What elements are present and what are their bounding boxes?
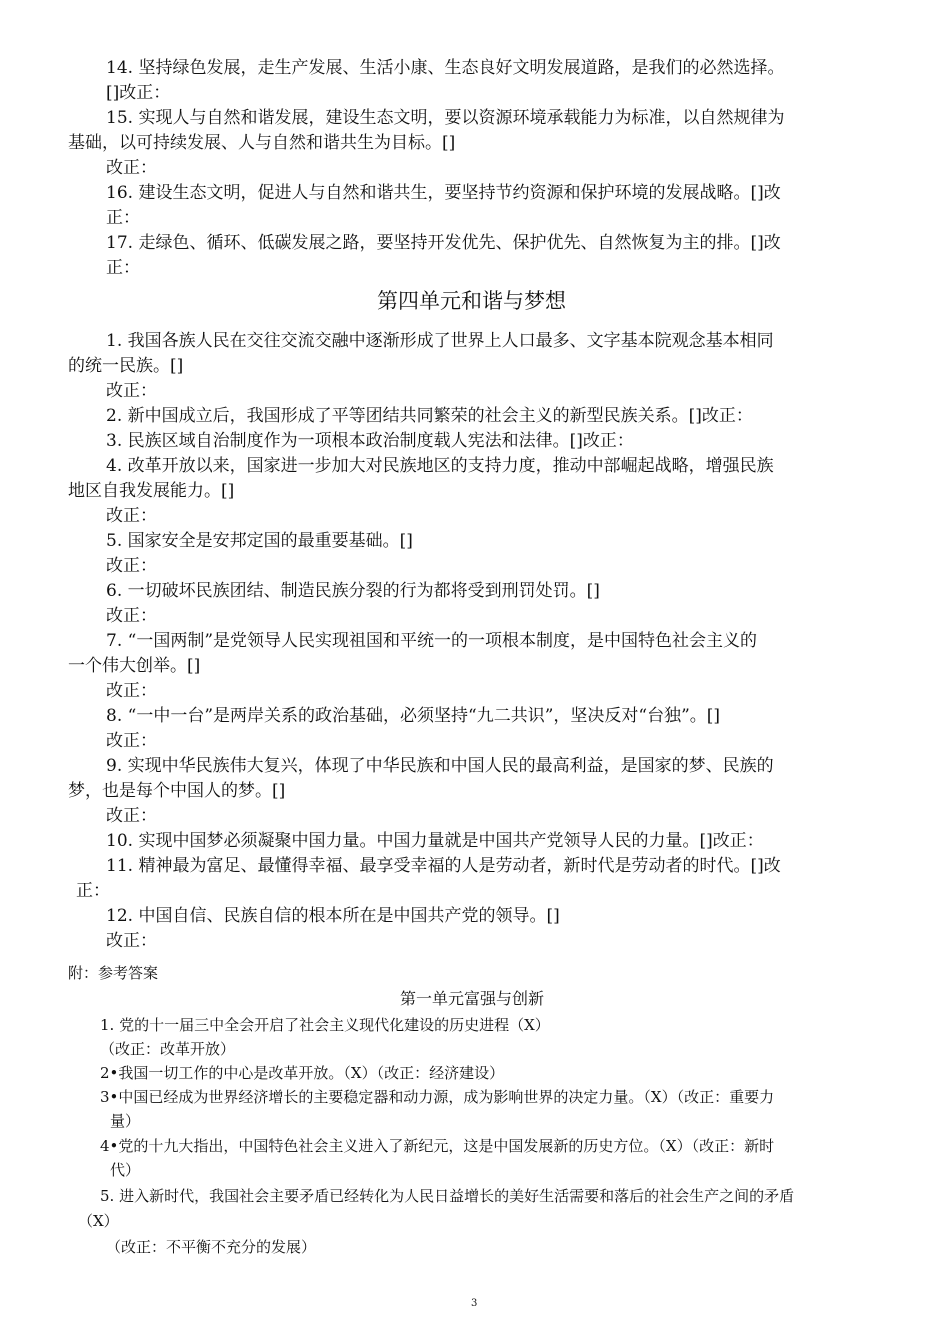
answer-4-line-2: 代） <box>110 1161 141 1179</box>
unit4-item-4-line-2: 地区自我发展能力。[] <box>68 481 235 501</box>
unit3-item-14-line-1: 14. 坚持绿色发展，走生产发展、生活小康、生态良好文明发展道路，是我们的必然选择。 <box>106 58 785 78</box>
answer-4-line-1: 4•党的十九大指出，中国特色社会主义进入了新纪元，这是中国发展新的历史方位。（X）（改正：新时 <box>100 1137 775 1155</box>
unit4-item-8-line-1: 8. “一中一台”是两岸关系的政治基础，必须坚持“九二共识”，坚决反对“台独”。[] <box>106 706 721 726</box>
unit3-item-15-line-1: 15. 实现人与自然和谐发展，建设生态文明，要以资源环境承载能力为标准，以自然规律为 <box>106 108 785 128</box>
unit4-item-5-line-1: 5. 国家安全是安邦定国的最重要基础。[] <box>106 531 413 551</box>
unit3-item-15-line-2: 基础，以可持续发展、人与自然和谐共生为目标。[] <box>68 133 456 153</box>
unit4-item-5-line-2: 改正： <box>106 556 157 576</box>
unit4-item-8-line-2: 改正： <box>106 731 157 751</box>
page-number: 3 <box>471 1298 478 1309</box>
unit4-item-9-line-3: 改正： <box>106 806 157 826</box>
unit4-item-7-line-1: 7. “一国两制”是党领导人民实现祖国和平统一的一项根本制度，是中国特色社会主义的 <box>106 631 758 651</box>
answer-1-line-1: 1. 党的十一届三中全会开启了社会主义现代化建设的历史进程（X） <box>100 1016 550 1034</box>
answer-2-line-1: 2•我国一切工作的中心是改革开放。（X）（改正：经济建设） <box>100 1064 505 1082</box>
unit4-item-11-line-2: 正： <box>76 881 110 901</box>
answer-5-line-3: （改正：不平衡不充分的发展） <box>106 1238 317 1256</box>
answer-1-line-2: （改正：改革开放） <box>100 1040 236 1058</box>
unit4-item-9-line-1: 9. 实现中华民族伟大复兴，体现了中华民族和中国人民的最高利益，是国家的梦、民族的 <box>106 756 774 776</box>
unit4-item-4-line-3: 改正： <box>106 506 157 526</box>
unit4-item-6-line-1: 6. 一切破坏民族团结、制造民族分裂的行为都将受到刑罚处罚。[] <box>106 581 600 601</box>
unit4-item-3-line-1: 3. 民族区域自治制度作为一项根本政治制度载人宪法和法律。[]改正： <box>106 431 634 451</box>
answer-5-line-1: 5. 进入新时代，我国社会主要矛盾已经转化为人民日益增长的美好生活需要和落后的社会生产之间的矛盾 <box>100 1187 795 1205</box>
unit4-item-7-line-3: 改正： <box>106 681 157 701</box>
unit4-item-1-line-2: 的统一民族。[] <box>68 356 184 376</box>
unit4-item-12-line-1: 12. 中国自信、民族自信的根本所在是中国共产党的领导。[] <box>106 906 560 926</box>
unit4-item-10-line-1: 10. 实现中国梦必须凝聚中国力量。中国力量就是中国共产党领导人民的力量。[]改正： <box>106 831 764 851</box>
unit3-item-17-line-1: 17. 走绿色、循环、低碳发展之路，要坚持开发优先、保护优先、自然恢复为主的排。[]改 <box>106 233 781 253</box>
answer-5-line-2: （X） <box>78 1212 119 1230</box>
unit4-item-1-line-3: 改正： <box>106 381 157 401</box>
unit3-item-16-line-2: 正： <box>106 208 140 228</box>
appendix-unit1-title: 第一单元富强与创新 <box>400 989 545 1008</box>
unit4-item-12-line-2: 改正： <box>106 931 157 951</box>
unit4-title: 第四单元和谐与梦想 <box>377 289 566 313</box>
unit3-item-15-line-3: 改正： <box>106 158 157 178</box>
unit4-item-6-line-2: 改正： <box>106 606 157 626</box>
unit4-item-7-line-2: 一个伟大创举。[] <box>68 656 201 676</box>
unit4-item-11-line-1: 11. 精神最为富足、最懂得幸福、最享受幸福的人是劳动者，新时代是劳动者的时代。[]改 <box>106 856 781 876</box>
unit3-item-17-line-2: 正： <box>106 258 140 278</box>
unit4-item-1-line-1: 1. 我国各族人民在交往交流交融中逐渐形成了世界上人口最多、文字基本院观念基本相同 <box>106 331 774 351</box>
answer-3-line-2: 量） <box>110 1112 141 1130</box>
unit3-item-16-line-1: 16. 建设生态文明，促进人与自然和谐共生，要坚持节约资源和保护环境的发展战略。[]改 <box>106 183 781 203</box>
answer-3-line-1: 3•中国已经成为世界经济增长的主要稳定器和动力源，成为影响世界的决定力量。（X）（改正：重要力 <box>100 1088 775 1106</box>
unit4-item-4-line-1: 4. 改革开放以来，国家进一步加大对民族地区的支持力度，推动中部崛起战略，增强民族 <box>106 456 774 476</box>
unit4-item-2-line-1: 2. 新中国成立后，我国形成了平等团结共同繁荣的社会主义的新型民族关系。[]改正： <box>106 406 753 426</box>
unit3-item-14-line-2: []改正： <box>106 83 171 103</box>
unit4-item-9-line-2: 梦，也是每个中国人的梦。[] <box>68 781 286 801</box>
appendix-heading: 附：参考答案 <box>68 964 159 982</box>
